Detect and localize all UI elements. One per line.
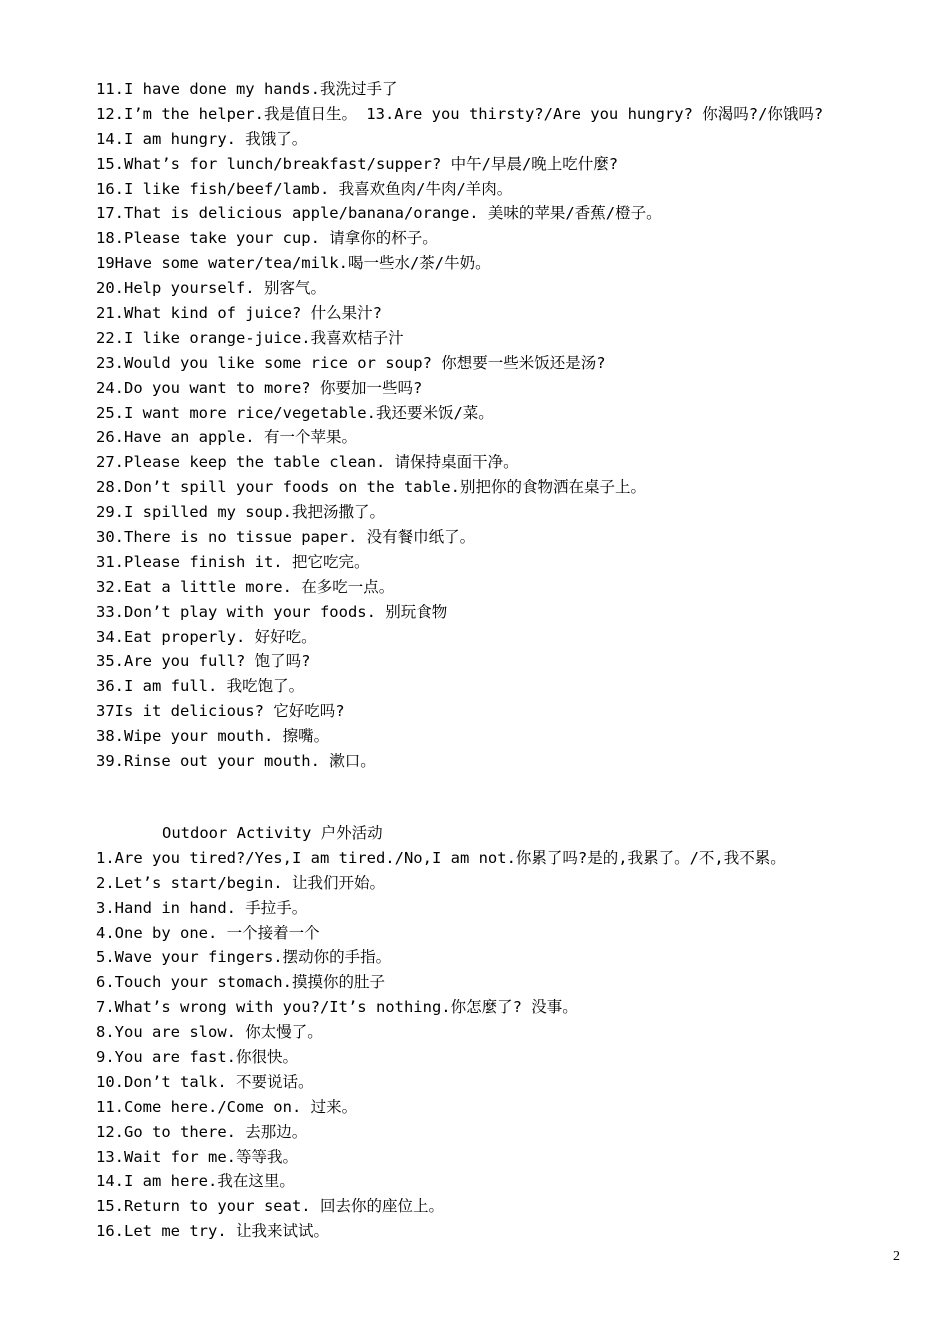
meal-phrase-line: 19Have some water/tea/milk.喝一些水/茶/牛奶。	[96, 254, 491, 273]
meal-phrase-line: 11.I have done my hands.我洗过手了	[96, 80, 398, 98]
meal-phrase-line: 34.Eat properly. 好好吃。	[96, 627, 317, 646]
meal-phrase-line: 21.What kind of juice? 什么果汁?	[96, 304, 382, 323]
meal-phrase-line: 28.Don’t spill your foods on the table.别把你的食物洒在桌子上。	[96, 478, 646, 497]
meal-phrase-line: 17.That is delicious apple/banana/orange. 美味的苹果/香蕉/橙子。	[96, 204, 662, 223]
meal-phrase-line: 26.Have an apple. 有一个苹果。	[96, 428, 357, 447]
outdoor-phrase-line: 2.Let’s start/begin. 让我们开始。	[96, 873, 385, 892]
outdoor-phrase-line: 3.Hand in hand. 手拉手。	[96, 898, 308, 917]
outdoor-phrase-line: 13.Wait for me.等等我。	[96, 1147, 298, 1166]
outdoor-phrase-line: 11.Come here./Come on. 过来。	[96, 1097, 358, 1116]
outdoor-phrase-line: 6.Touch your stomach.摸摸你的肚子	[96, 973, 385, 992]
meal-phrase-line: 37Is it delicious? 它好吃吗?	[96, 702, 345, 721]
meal-phrase-line: 25.I want more rice/vegetable.我还要米饭/菜。	[96, 403, 494, 422]
outdoor-phrase-line: 1.Are you tired?/Yes,I am tired./No,I am not.你累了吗?是的,我累了。/不,我不累。	[96, 848, 786, 867]
outdoor-phrase-line: 10.Don’t talk. 不要说话。	[96, 1072, 314, 1091]
text-body	[96, 77, 926, 1244]
outdoor-phrase-line: 8.You are slow. 你太慢了。	[96, 1023, 323, 1042]
meal-phrase-line: 30.There is no tissue paper. 没有餐巾纸了。	[96, 528, 476, 547]
meal-phrase-line: 22.I like orange-juice.我喜欢桔子汁	[96, 328, 404, 347]
meal-phrase-line: 20.Help yourself. 别客气。	[96, 279, 326, 298]
meal-phrase-line: 16.I like fish/beef/lamb. 我喜欢鱼肉/牛肉/羊肉。	[96, 179, 513, 198]
outdoor-phrase-list	[96, 846, 926, 1244]
outdoor-phrase-line: 16.Let me try. 让我来试试。	[96, 1222, 329, 1241]
meal-phrase-line: 15.What’s for lunch/breakfast/supper? 中午/早晨/晚上吃什麼?	[96, 154, 619, 173]
page-number: 2	[893, 1249, 900, 1264]
outdoor-phrase-line: 12.Go to there. 去那边。	[96, 1122, 308, 1141]
meal-phrase-line: 14.I am hungry. 我饿了。	[96, 129, 308, 148]
meal-phrase-line: 36.I am full. 我吃饱了。	[96, 677, 305, 696]
meal-phrase-line: 27.Please keep the table clean. 请保持桌面干净。	[96, 453, 519, 472]
meal-phrase-line: 12.I’m the helper.我是值日生。 13.Are you thirsty?/Are you hungry? 你渴吗?/你饿吗?	[96, 104, 824, 123]
meal-phrase-line: 38.Wipe your mouth. 擦嘴。	[96, 727, 330, 746]
outdoor-phrase-line: 7.What’s wrong with you?/It’s nothing.你怎麼了? 没事。	[96, 998, 578, 1017]
outdoor-phrase-line: 14.I am here.我在这里。	[96, 1172, 295, 1191]
outdoor-phrase-line: 15.Return to your seat. 回去你的座位上。	[96, 1197, 444, 1216]
meal-phrase-line: 39.Rinse out your mouth. 漱口。	[96, 752, 376, 771]
meal-phrase-line: 24.Do you want to more? 你要加一些吗?	[96, 378, 423, 397]
meal-phrase-line: 32.Eat a little more. 在多吃一点。	[96, 577, 395, 596]
outdoor-phrase-line: 9.You are fast.你很快。	[96, 1047, 298, 1066]
meal-phrase-list	[96, 77, 926, 774]
meal-phrase-line: 18.Please take your cup. 请拿你的杯子。	[96, 229, 438, 248]
outdoor-phrase-line: 5.Wave your fingers.摆动你的手指。	[96, 948, 392, 967]
meal-phrase-line: 33.Don’t play with your foods. 别玩食物	[96, 602, 448, 621]
outdoor-activity-heading: Outdoor Activity 户外活动	[162, 823, 383, 842]
outdoor-phrase-line: 4.One by one. 一个接着一个	[96, 923, 320, 942]
meal-phrase-line: 23.Would you like some rice or soup? 你想要一些米饭还是汤?	[96, 353, 606, 372]
meal-phrase-line: 29.I spilled my soup.我把汤撒了。	[96, 503, 385, 522]
meal-phrase-line: 31.Please finish it. 把它吃完。	[96, 552, 370, 571]
section-gap	[96, 774, 926, 821]
meal-phrase-line: 35.Are you full? 饱了吗?	[96, 652, 311, 671]
